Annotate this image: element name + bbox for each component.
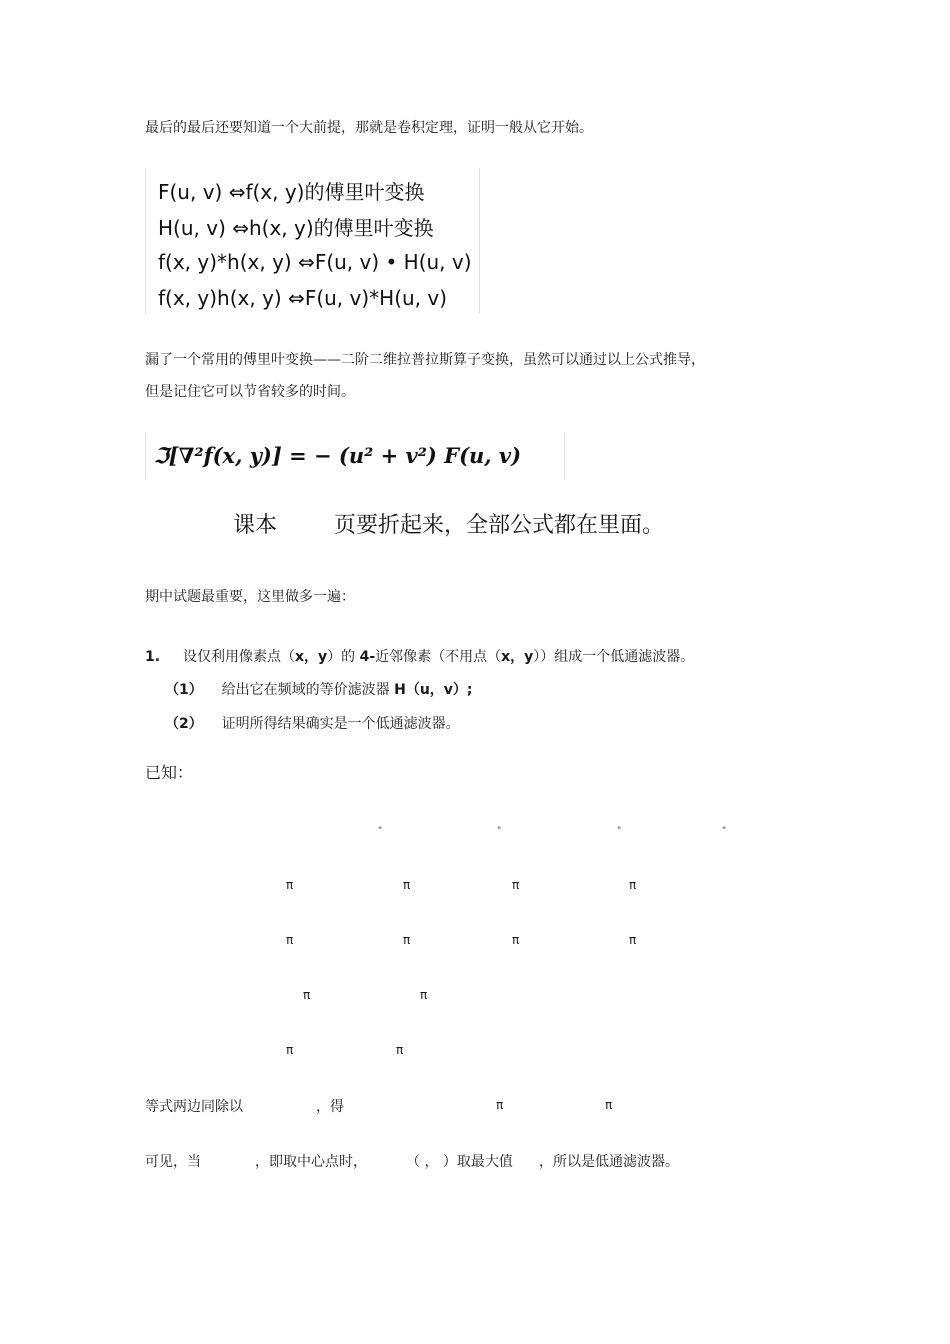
pi-symbol: π [403, 933, 411, 947]
conclusion-part-d: ，所以是低通滤波器。 [539, 1154, 679, 1170]
pi-symbol: π [605, 1098, 613, 1112]
pi-symbol: π [396, 1043, 404, 1057]
question-xy-1: x，y [294, 649, 328, 665]
sub-question-1-text: 给出它在频域的等价滤波器 [221, 682, 390, 698]
formula-line-1: F(u, v) ⇔f(x, y)的傅里叶变换 [158, 180, 425, 204]
divide-result-text: ，得 [316, 1099, 344, 1115]
pi-symbol: π [512, 933, 520, 947]
tick-mark: " [722, 826, 727, 836]
question-text-a: 设仅利用像素点（ [182, 649, 295, 665]
laplacian-formula-figure [145, 433, 565, 479]
question-text-c: 近邻像素（不用点（ [375, 649, 502, 665]
paragraph-convolution-intro: 最后的最后还要知道一个大前提，那就是卷积定理，证明一般从它开始。 [145, 120, 593, 136]
convolution-theorem-figure [145, 168, 480, 314]
pi-symbol: π [512, 878, 520, 892]
divide-both-sides-text: 等式两边同除以 [145, 1099, 243, 1115]
sub-question-1-filter: H（u，v）; [394, 682, 473, 698]
heading-textbook: 课本 [233, 513, 278, 538]
pi-symbol: π [286, 878, 294, 892]
pi-symbol: π [403, 878, 411, 892]
question-number: 1. [145, 649, 161, 665]
pi-symbol: π [496, 1098, 504, 1112]
sub-question-2-number: （2） [165, 716, 203, 732]
paragraph-laplacian-line-1: 漏了一个常用的傅里叶变换——二阶二维拉普拉斯算子变换，虽然可以通过以上公式推导， [145, 352, 705, 368]
heading-fold-page: 页要折起来，全部公式都在里面。 [334, 513, 665, 538]
tick-mark: " [617, 826, 622, 836]
conclusion-part-c: （ ， ）取最大值 [406, 1154, 513, 1170]
question-text-b: ）的 [327, 649, 356, 665]
pi-symbol: π [286, 1043, 294, 1057]
conclusion-part-a: 可见，当 [145, 1154, 201, 1170]
tick-mark: " [378, 826, 383, 836]
paragraph-laplacian-line-2: 但是记住它可以节省较多的时间。 [145, 384, 355, 400]
question-text-d: ））组成一个低通滤波器。 [533, 649, 695, 665]
pi-symbol: π [420, 988, 428, 1002]
known-label: 已知： [145, 763, 194, 782]
sub-question-2 [165, 713, 460, 733]
paragraph-midterm: 期中试题最重要，这里做多一遍： [145, 589, 355, 605]
formula-line-4: f(x, y)h(x, y) ⇔F(u, v)*H(u, v) [158, 286, 448, 310]
sub-question-1-number: （1） [165, 682, 203, 698]
pi-symbol: π [303, 988, 311, 1002]
formula-line-2: H(u, v) ⇔h(x, y)的傅里叶变换 [158, 216, 434, 240]
formula-line-3: f(x, y)*h(x, y) ⇔F(u, v) • H(u, v) [158, 250, 472, 274]
pi-symbol: π [629, 878, 637, 892]
conclusion-part-b: ，即取中心点时， [255, 1154, 367, 1170]
pi-symbol: π [629, 933, 637, 947]
question-four: 4- [359, 649, 376, 665]
page-edge [946, 0, 950, 1344]
question-1 [145, 646, 694, 666]
laplacian-formula: ℑ[∇²f(x, y)] = − (u² + v²) F(u, v) [154, 443, 522, 468]
sub-question-2-text: 证明所得结果确实是一个低通滤波器。 [221, 716, 460, 732]
sub-question-1 [165, 679, 473, 699]
pi-symbol: π [286, 933, 294, 947]
tick-mark: " [497, 826, 502, 836]
question-xy-2: x，y [501, 649, 534, 665]
